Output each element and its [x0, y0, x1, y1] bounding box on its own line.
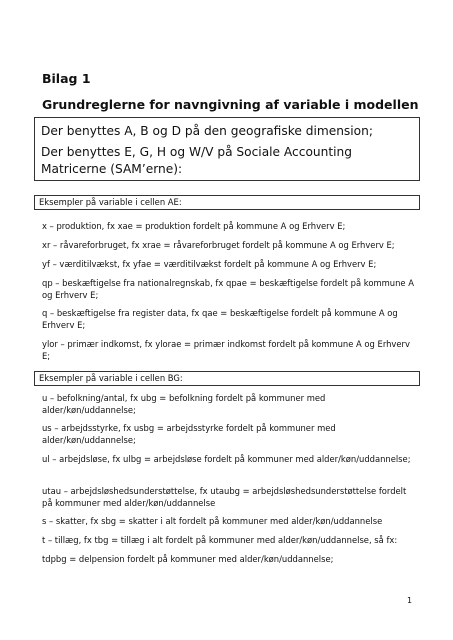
ae-item-xr: xr – råvareforbruget, fx xrae = råvareforbruget fordelt på kommune A og Erhverv E; — [42, 240, 395, 250]
page-subheading: Grundreglerne for navngivning af variable i modellen — [42, 97, 419, 112]
ae-item-x: x – produktion, fx xae = produktion fordelt på kommune A og Erhverv E; — [42, 221, 346, 231]
ae-item-ylor: ylor – primær indkomst, fx ylorae = primær indkomst fordelt på kommune A og Erhverv E; — [42, 339, 410, 361]
ae-item-q: q – beskæftigelse fra register data, fx qae = beskæftigelse fordelt på kommune A og Erhverv E; — [42, 308, 398, 330]
bg-item-u: u – befolkning/antal, fx ubg = befolkning fordelt på kommuner med alder/køn/uddannelse; — [42, 393, 326, 415]
bg-item-s: s – skatter, fx sbg = skatter i alt fordelt på kommuner med alder/køn/uddannelse — [42, 516, 383, 526]
section-bg-title: Eksempler på variable i cellen BG: — [34, 371, 420, 386]
page-heading: Bilag 1 — [42, 71, 91, 86]
bg-item-us: us – arbejdsstyrke, fx usbg = arbejdsstyrke fordelt på kommuner med alder/køn/uddannelse; — [42, 423, 336, 445]
page-number: 1 — [407, 596, 413, 605]
ae-item-yf: yf – værditilvækst, fx yfae = værditilvækst fordelt på kommune A og Erhverv E; — [42, 259, 377, 269]
intro-box — [34, 117, 420, 181]
bg-item-ul: ul – arbejdsløse, fx ulbg = arbejdsløse fordelt på kommuner med alder/køn/uddannelse; — [42, 454, 411, 464]
bg-item-tdp: tdpbg = delpension fordelt på kommuner med alder/køn/uddannelse; — [42, 554, 334, 564]
bg-item-t: t – tillæg, fx tbg = tillæg i alt fordelt på kommuner med alder/køn/uddannelse, så fx: — [42, 535, 398, 545]
ae-item-qp: qp – beskæftigelse fra nationalregnskab, fx qpae = beskæftigelse fordelt på kommune A og Erhverv E; — [42, 278, 414, 300]
section-ae-title: Eksempler på variable i cellen AE: — [34, 195, 420, 210]
intro-line-2: Der benyttes E, G, H og W/V på Sociale Accounting Matricerne (SAM’erne): — [41, 145, 352, 176]
intro-line-1: Der benyttes A, B og D på den geografiske dimension; — [41, 124, 373, 138]
bg-item-utau: utau – arbejdsløshedsunderstøttelse, fx utaubg = arbejdsløshedsunderstøttelse fordelt på kommuner med alder/køn/uddannelse — [42, 486, 407, 508]
